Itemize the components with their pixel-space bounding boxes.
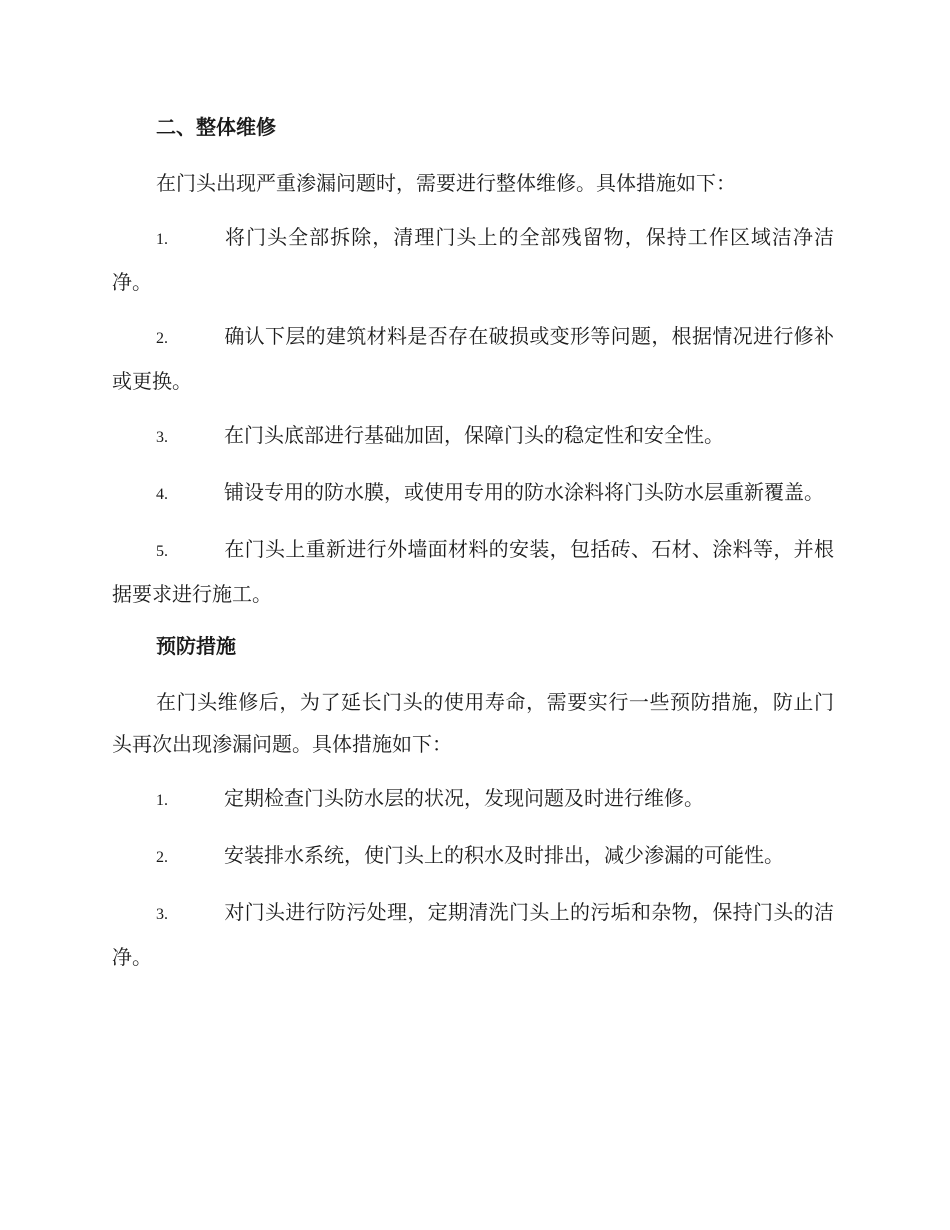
list-item (112, 777, 834, 822)
list-item-text: 在门头上重新进行外墙面材料的安装，包括砖、石材、涂料等，并根据要求进行施工。 (112, 537, 834, 606)
list-item-text: 将门头全部拆除，清理门头上的全部残留物，保持工作区域洁净洁净。 (112, 225, 834, 294)
list-item-number: 1. (156, 792, 168, 809)
list-item (112, 471, 834, 516)
list-item (112, 414, 834, 459)
section-heading-overall-repair: 二、整体维修 (156, 115, 276, 139)
list-item-number: 4. (156, 486, 168, 503)
list-item-number: 1. (156, 231, 168, 248)
list-item-text: 对门头进行防污处理，定期清洗门头上的污垢和杂物，保持门头的洁净。 (112, 900, 834, 969)
list-item-text: 确认下层的建筑材料是否存在破损或变形等问题，根据情况进行修补或更换。 (112, 324, 834, 393)
section-intro-paragraph: 在门头出现严重渗漏问题时，需要进行整体维修。具体措施如下： (156, 171, 736, 195)
list-item-text: 铺设专用的防水膜，或使用专用的防水涂料将门头防水层重新覆盖。 (224, 480, 824, 504)
list-item-number: 2. (156, 330, 168, 347)
list-item-number: 3. (156, 429, 168, 446)
list-item-number: 2. (156, 849, 168, 866)
list-item-number: 3. (156, 906, 168, 923)
list-item (112, 315, 834, 402)
list-item (112, 528, 834, 615)
list-item-text: 在门头底部进行基础加固，保障门头的稳定性和安全性。 (224, 423, 724, 447)
list-item (112, 834, 834, 879)
list-item (112, 891, 834, 978)
list-item-text: 定期检查门头防水层的状况，发现问题及时进行维修。 (224, 786, 704, 810)
list-item (112, 216, 834, 303)
list-item-text: 安装排水系统，使门头上的积水及时排出，减少渗漏的可能性。 (224, 843, 784, 867)
document-page (112, 108, 834, 990)
list-item-number: 5. (156, 543, 168, 560)
section-intro-paragraph: 在门头维修后，为了延长门头的使用寿命，需要实行一些预防措施，防止门头再次出现渗漏问题。具体措施如下： (112, 690, 834, 756)
section-heading-prevention: 预防措施 (156, 634, 236, 658)
